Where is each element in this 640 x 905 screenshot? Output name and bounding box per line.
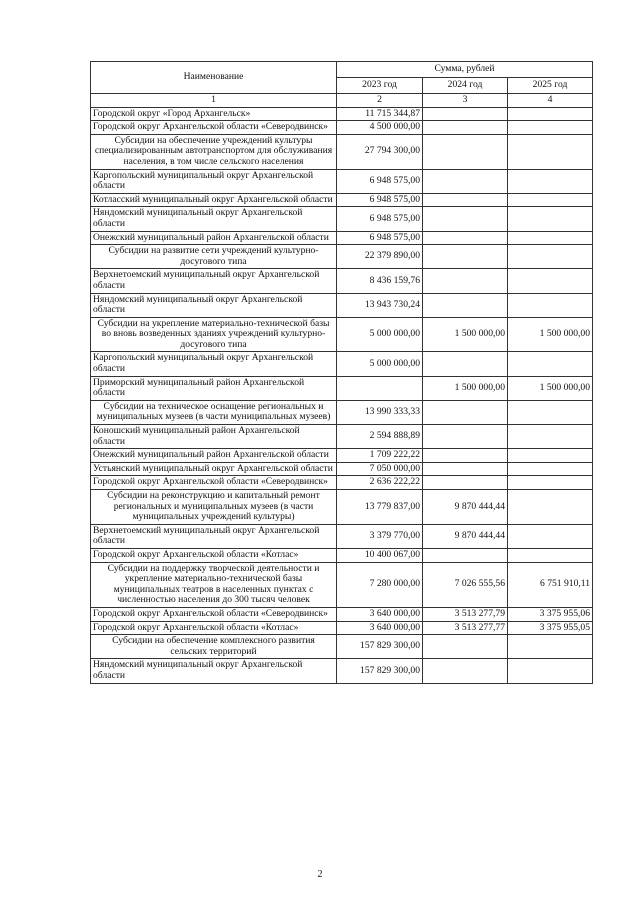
municipality-row: [91, 207, 593, 231]
amount-2024: [423, 107, 508, 121]
municipality-name: Няндомский муниципальный округ Архангельской области: [91, 207, 337, 231]
municipality-row: [91, 476, 593, 490]
amount-2025: [508, 548, 593, 562]
municipality-row: [91, 376, 593, 400]
subsidy-title: Субсидии на обеспечение комплексного развития сельских территорий: [91, 635, 337, 659]
amount-2025: [508, 231, 593, 245]
municipality-name: Городской округ «Город Архангельск»: [91, 107, 337, 121]
amount-2023: 2 636 222,22: [337, 476, 423, 490]
municipality-row: [91, 121, 593, 135]
amount-2023: 13 990 333,33: [337, 400, 423, 424]
header-year-2024: 2024 год: [423, 78, 508, 94]
amount-2025: [508, 293, 593, 317]
header-name: Наименование: [91, 62, 337, 94]
amount-2024: [423, 462, 508, 476]
subsidy-title: Субсидии на укрепление материально-технической базы во вновь возведенных зданиях учреждений культурно-досугового типа: [91, 317, 337, 352]
amount-2025: [508, 121, 593, 135]
municipality-name: Онежский муниципальный район Архангельской области: [91, 449, 337, 463]
header-year-2023: 2023 год: [337, 78, 423, 94]
subsidy-title: Субсидии на обеспечение учреждений культуры специализированным автотранспортом для обслуживания населения, в том числе сельского населения: [91, 134, 337, 169]
municipality-name: Городской округ Архангельской области «Северодвинск»: [91, 476, 337, 490]
amount-2023: 27 794 300,00: [337, 134, 423, 169]
amount-2025: [508, 524, 593, 548]
amount-2024: 1 500 000,00: [423, 317, 508, 352]
subsidy-title: Субсидии на техническое оснащение региональных и муниципальных музеев (в части муниципальных музеев): [91, 400, 337, 424]
subsidy-total-row: [91, 317, 593, 352]
amount-2023: 8 436 159,76: [337, 269, 423, 293]
amount-2025: 6 751 910,11: [508, 562, 593, 607]
amount-2025: [508, 207, 593, 231]
amount-2024: [423, 134, 508, 169]
amount-2023: 4 500 000,00: [337, 121, 423, 135]
amount-2025: [508, 476, 593, 490]
municipality-row: [91, 524, 593, 548]
municipality-row: [91, 607, 593, 621]
amount-2023: 1 709 222,22: [337, 449, 423, 463]
municipality-name: Каргопольский муниципальный округ Архангельской области: [91, 169, 337, 193]
amount-2023: 2 594 888,89: [337, 425, 423, 449]
amount-2025: [508, 425, 593, 449]
subsidy-title: Субсидии на поддержку творческой деятельности и укрепление материально-технической базы муниципальных театров в населенных пунктах с численностью населения до 300 тысяч человек: [91, 562, 337, 607]
municipality-row: [91, 169, 593, 193]
municipality-row: [91, 425, 593, 449]
municipality-name: Онежский муниципальный район Архангельской области: [91, 231, 337, 245]
subsidy-total-row: [91, 245, 593, 269]
amount-2023: 6 948 575,00: [337, 193, 423, 207]
amount-2023: 157 829 300,00: [337, 659, 423, 683]
municipality-name: Приморский муниципальный район Архангельской области: [91, 376, 337, 400]
municipality-name: Каргопольский муниципальный округ Архангельской области: [91, 352, 337, 376]
municipality-row: [91, 293, 593, 317]
amount-2023: 6 948 575,00: [337, 169, 423, 193]
amount-2024: [423, 352, 508, 376]
municipality-row: [91, 621, 593, 635]
amount-2024: [423, 245, 508, 269]
municipality-name: Коношский муниципальный район Архангельской области: [91, 425, 337, 449]
amount-2023: 3 379 770,00: [337, 524, 423, 548]
amount-2025: [508, 245, 593, 269]
amount-2024: [423, 269, 508, 293]
table-body: [91, 107, 593, 683]
amount-2024: [423, 400, 508, 424]
amount-2024: [423, 659, 508, 683]
subsidy-total-row: [91, 635, 593, 659]
municipality-name: Котласский муниципальный округ Архангельской области: [91, 193, 337, 207]
amount-2024: 7 026 555,56: [423, 562, 508, 607]
municipality-row: [91, 548, 593, 562]
page-number: 2: [317, 869, 323, 880]
municipality-row: [91, 449, 593, 463]
amount-2023: [337, 376, 423, 400]
header-colnum-2: 2: [337, 94, 423, 108]
subsidy-total-row: [91, 562, 593, 607]
amount-2024: [423, 635, 508, 659]
municipality-row: [91, 462, 593, 476]
municipality-name: Городской округ Архангельской области «Котлас»: [91, 621, 337, 635]
municipality-name: Городской округ Архангельской области «Котлас»: [91, 548, 337, 562]
municipality-name: Городской округ Архангельской области «Северодвинск»: [91, 607, 337, 621]
municipality-name: Верхнетоемский муниципальный округ Архангельской области: [91, 524, 337, 548]
header-year-2025: 2025 год: [508, 78, 593, 94]
amount-2025: [508, 449, 593, 463]
amount-2025: [508, 462, 593, 476]
municipality-row: [91, 193, 593, 207]
amount-2025: [508, 635, 593, 659]
amount-2023: 13 779 837,00: [337, 490, 423, 525]
amount-2023: 11 715 344,87: [337, 107, 423, 121]
amount-2024: [423, 476, 508, 490]
amount-2025: [508, 352, 593, 376]
amount-2025: [508, 193, 593, 207]
amount-2024: [423, 293, 508, 317]
municipality-row: [91, 107, 593, 121]
amount-2024: [423, 207, 508, 231]
amount-2023: 157 829 300,00: [337, 635, 423, 659]
amount-2023: 13 943 730,24: [337, 293, 423, 317]
amount-2025: 1 500 000,00: [508, 317, 593, 352]
header-colnum-3: 3: [423, 94, 508, 108]
municipality-name: Верхнетоемский муниципальный округ Архангельской области: [91, 269, 337, 293]
amount-2025: [508, 169, 593, 193]
amount-2024: [423, 231, 508, 245]
amount-2024: 9 870 444,44: [423, 524, 508, 548]
amount-2023: 7 050 000,00: [337, 462, 423, 476]
municipality-name: Городской округ Архангельской области «Северодвинск»: [91, 121, 337, 135]
amount-2023: 5 000 000,00: [337, 352, 423, 376]
amount-2024: 3 513 277,77: [423, 621, 508, 635]
amount-2025: 3 375 955,05: [508, 621, 593, 635]
amount-2025: [508, 490, 593, 525]
subsidy-total-row: [91, 400, 593, 424]
amount-2023: 22 379 890,00: [337, 245, 423, 269]
amount-2024: [423, 449, 508, 463]
amount-2025: [508, 134, 593, 169]
amount-2024: [423, 425, 508, 449]
municipality-row: [91, 659, 593, 683]
subsidy-title: Субсидии на реконструкцию и капитальный ремонт региональных и муниципальных музеев (в части муниципальных учреждений культуры): [91, 490, 337, 525]
amount-2024: [423, 169, 508, 193]
amount-2025: [508, 107, 593, 121]
amount-2025: 1 500 000,00: [508, 376, 593, 400]
subsidy-total-row: [91, 134, 593, 169]
amount-2025: [508, 659, 593, 683]
budget-table: [90, 61, 593, 684]
amount-2025: [508, 400, 593, 424]
header-colnum-1: 1: [91, 94, 337, 108]
municipality-name: Няндомский муниципальный округ Архангельской области: [91, 293, 337, 317]
municipality-name: Устьянский муниципальный округ Архангельской области: [91, 462, 337, 476]
municipality-row: [91, 352, 593, 376]
amount-2024: 3 513 277,79: [423, 607, 508, 621]
municipality-name: Няндомский муниципальный округ Архангельской области: [91, 659, 337, 683]
amount-2024: 9 870 444,44: [423, 490, 508, 525]
amount-2024: [423, 121, 508, 135]
subsidy-title: Субсидии на развитие сети учреждений культурно-досугового типа: [91, 245, 337, 269]
amount-2025: [508, 269, 593, 293]
header-sum: Сумма, рублей: [337, 62, 593, 78]
amount-2023: 7 280 000,00: [337, 562, 423, 607]
municipality-row: [91, 269, 593, 293]
amount-2024: 1 500 000,00: [423, 376, 508, 400]
subsidy-total-row: [91, 490, 593, 525]
amount-2023: 3 640 000,00: [337, 607, 423, 621]
amount-2023: 6 948 575,00: [337, 207, 423, 231]
amount-2024: [423, 548, 508, 562]
amount-2025: 3 375 955,06: [508, 607, 593, 621]
amount-2023: 3 640 000,00: [337, 621, 423, 635]
amount-2024: [423, 193, 508, 207]
municipality-row: [91, 231, 593, 245]
amount-2023: 5 000 000,00: [337, 317, 423, 352]
header-colnum-4: 4: [508, 94, 593, 108]
amount-2023: 6 948 575,00: [337, 231, 423, 245]
amount-2023: 10 400 067,00: [337, 548, 423, 562]
